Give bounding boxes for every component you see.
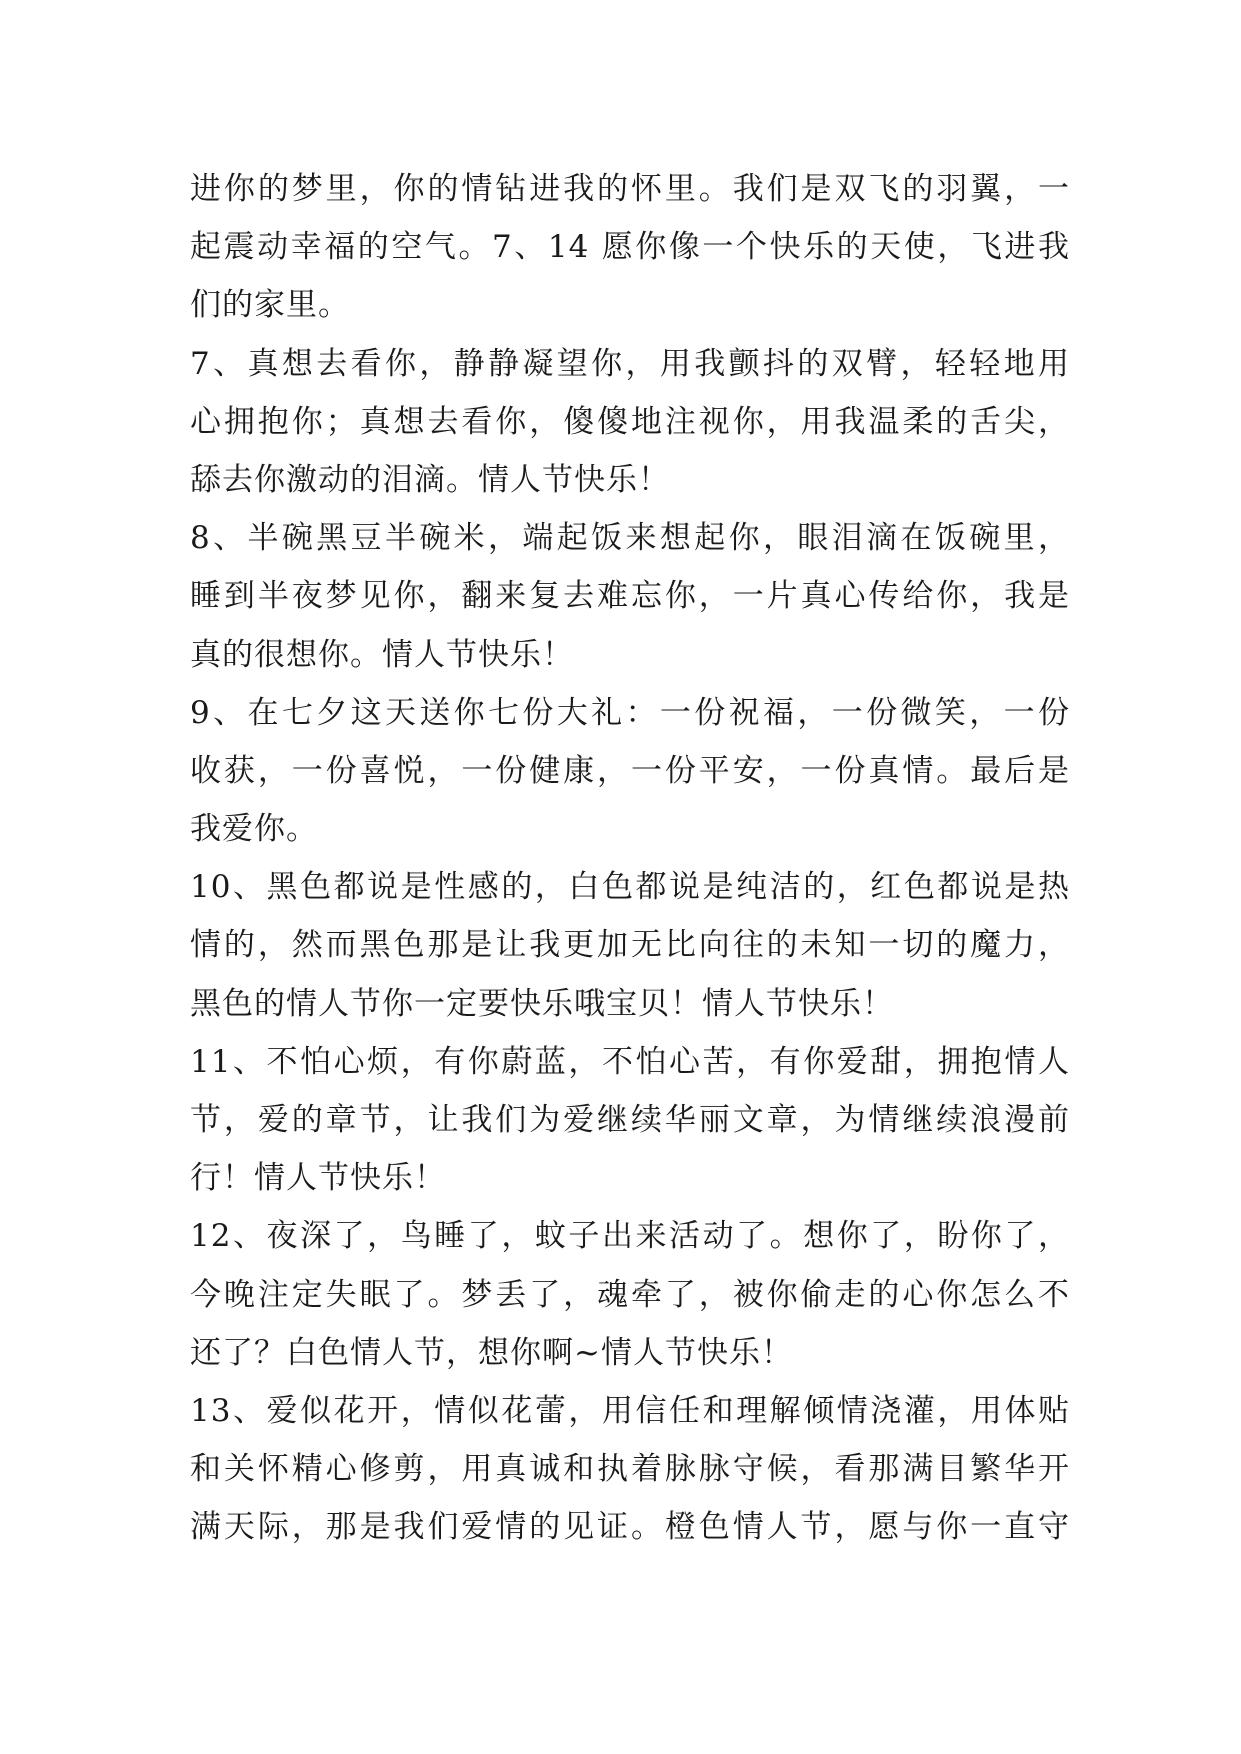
text-line: 行！情人节快乐！	[190, 1160, 446, 1197]
text-line: 起震动幸福的空气。7、14 愿你像一个快乐的天使，飞进我	[190, 229, 1070, 266]
text-line: 9、在七夕这天送你七份大礼：一份祝福，一份微笑，一份	[190, 694, 1070, 731]
text-line: 舔去你激动的泪滴。情人节快乐！	[190, 461, 670, 498]
text-line: 我爱你。	[190, 811, 318, 848]
text-line: 收获，一份喜悦，一份健康，一份平安，一份真情。最后是	[190, 752, 1070, 789]
text-line: 今晚注定失眠了。梦丢了，魂牵了，被你偷走的心你怎么不	[190, 1276, 1070, 1313]
text-line: 节，爱的章节，让我们为爱继续华丽文章，为情继续浪漫前	[190, 1102, 1070, 1138]
text-line: 7、真想去看你，静静凝望你，用我颤抖的双臂，轻轻地用	[190, 345, 1070, 382]
text-line: 情的，然而黑色那是让我更加无比向往的未知一切的魔力，	[190, 927, 1070, 964]
text-line: 和关怀精心修剪，用真诚和执着脉脉守候，看那满目繁华开	[190, 1451, 1070, 1488]
text-line: 还了？白色情人节，想你啊~情人节快乐！	[190, 1334, 793, 1371]
text-line: 8、半碗黑豆半碗米，端起饭来想起你，眼泪滴在饭碗里，	[190, 520, 1070, 557]
text-line: 睡到半夜梦见你，翻来复去难忘你，一片真心传给你，我是	[190, 578, 1070, 615]
text-line: 真的很想你。情人节快乐！	[190, 636, 574, 673]
text-line: 们的家里。	[190, 287, 350, 324]
text-line: 12、夜深了，鸟睡了，蚊子出来活动了。想你了，盼你了，	[190, 1218, 1070, 1255]
body-text	[190, 160, 1070, 1557]
text-line: 心拥抱你；真想去看你，傻傻地注视你，用我温柔的舌尖，	[190, 403, 1070, 440]
text-line: 13、爱似花开，情似花蕾，用信任和理解倾情浇灌，用体贴	[190, 1392, 1070, 1429]
text-line: 进你的梦里，你的情钻进我的怀里。我们是双飞的羽翼，一	[190, 171, 1070, 207]
text-line: 10、黑色都说是性感的，白色都说是纯洁的，红色都说是热	[190, 869, 1070, 906]
text-line: 黑色的情人节你一定要快乐哦宝贝！情人节快乐！	[190, 985, 894, 1022]
text-line: 满天际，那是我们爱情的见证。橙色情人节，愿与你一直守	[190, 1509, 1070, 1546]
text-line: 11、不怕心烦，有你蔚蓝，不怕心苦，有你爱甜，拥抱情人	[190, 1043, 1070, 1080]
